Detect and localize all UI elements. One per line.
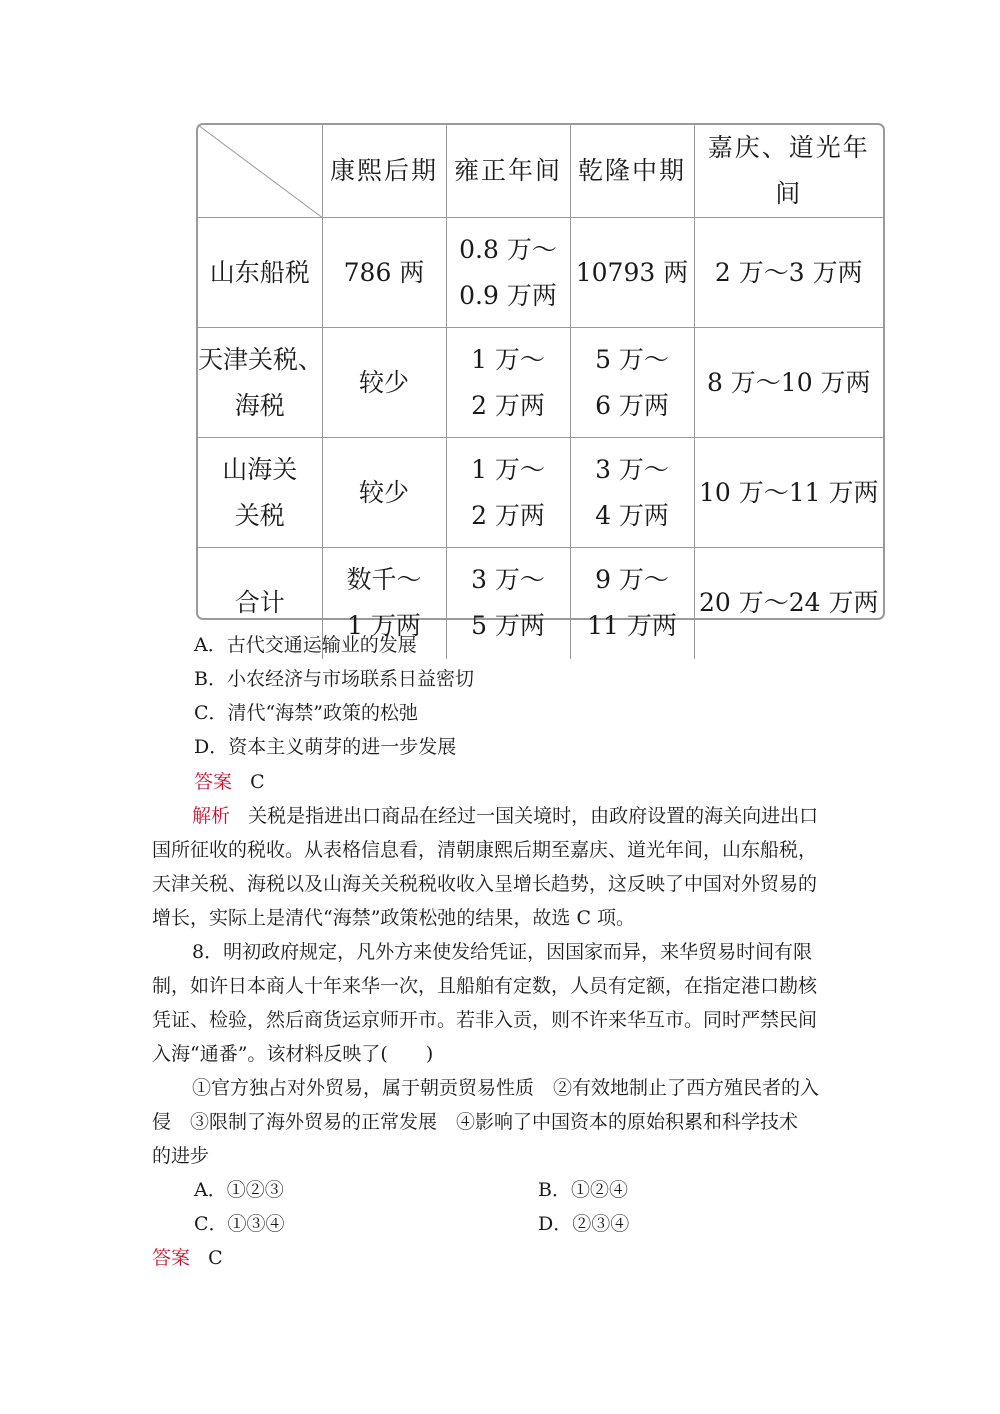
table-cell: 较少 — [322, 438, 446, 548]
tax-revenue-table — [198, 125, 883, 659]
table-cell: 20 万～24 万两 — [694, 548, 883, 659]
q7-answer — [194, 765, 265, 799]
q8-option-c: C．①③④ — [194, 1213, 285, 1235]
answer-value: C — [250, 771, 265, 793]
table-corner-cell — [198, 125, 322, 218]
q8-option-b: B．①②④ — [538, 1179, 628, 1201]
q7-option-b: B．小农经济与市场联系日益密切 — [194, 668, 474, 690]
q7-option-a: A．古代交通运输业的发展 — [194, 634, 417, 656]
table-cell: 786 两 — [322, 218, 446, 328]
row-label-shanhaiguan: 山海关 关税 — [198, 438, 322, 548]
table-cell: 1 万～ 2 万两 — [446, 328, 570, 438]
header-yongzheng: 雍正年间 — [446, 125, 570, 218]
analysis-label: 解析 — [192, 805, 231, 827]
table-row — [198, 328, 883, 438]
table-cell: 5 万～ 6 万两 — [570, 328, 694, 438]
table-header-row — [198, 125, 883, 218]
answer-label: 答案 — [152, 1247, 191, 1269]
table-cell: 3 万～ 5 万两 — [446, 548, 570, 659]
q7-option-c: C．清代“海禁”政策的松弛 — [194, 702, 418, 724]
answer-value: C — [208, 1247, 223, 1269]
table-cell: 0.8 万～ 0.9 万两 — [446, 218, 570, 328]
table-cell: 10 万～11 万两 — [694, 438, 883, 548]
q8-items: ①官方独占对外贸易，属于朝贡贸易性质 ②有效地制止了西方殖民者的入 侵 ③限制了海外贸易的正常发展 ④影响了中国资本的原始积累和科学技术 的进步 — [152, 1077, 820, 1167]
q7-analysis: 解析 关税是指进出口商品在经过一国关境时，由政府设置的海关向进出口 国所征收的税收。从表格信息看，清朝康熙后期至嘉庆、道光年间，山东船税， 天津关税、海税以及山海关关税税收收入呈增长趋势，这反映了中国对外贸易的 增长，实际上是清代“海禁”政策松弛的结果，故选 C 项。 — [152, 805, 819, 929]
row-label-tianjin: 天津关税、 海税 — [198, 328, 322, 438]
q8-option-a: A．①②③ — [194, 1179, 284, 1201]
table-cell: 3 万～ 4 万两 — [570, 438, 694, 548]
q8-option-d: D．②③④ — [538, 1213, 630, 1235]
table-cell: 较少 — [322, 328, 446, 438]
row-label-total: 合计 — [198, 548, 322, 659]
header-jiaqing-daoguang: 嘉庆、道光年间 — [694, 125, 883, 218]
q8-answer — [152, 1241, 223, 1275]
table-cell: 8 万～10 万两 — [694, 328, 883, 438]
table-cell: 1 万～ 2 万两 — [446, 438, 570, 548]
table-row — [198, 218, 883, 328]
header-qianlong: 乾隆中期 — [570, 125, 694, 218]
header-kangxi: 康熙后期 — [322, 125, 446, 218]
q7-option-d: D．资本主义萌芽的进一步发展 — [194, 736, 457, 758]
row-label-shandong: 山东船税 — [198, 218, 322, 328]
corner-diagonal-line — [198, 125, 322, 217]
table-cell: 9 万～ 11 万两 — [570, 548, 694, 659]
table-row — [198, 438, 883, 548]
q8-stem: 8．明初政府规定，凡外方来使发给凭证，因国家而异，来华贸易时间有限 制，如许日本商人十年来华一次，且船舶有定数，人员有定额，在指定港口勘核 凭证、检验，然后商货运京师开市。若非入贡，则不许来华互市。同时严禁民间 入海“通番”。该材料反映了( ) — [152, 941, 818, 1065]
table-cell: 2 万～3 万两 — [694, 218, 883, 328]
tax-table-frame — [196, 123, 885, 641]
table-cell: 10793 两 — [570, 218, 694, 328]
table-cell: 数千～ 1 万两 — [322, 548, 446, 659]
answer-label: 答案 — [194, 771, 233, 793]
